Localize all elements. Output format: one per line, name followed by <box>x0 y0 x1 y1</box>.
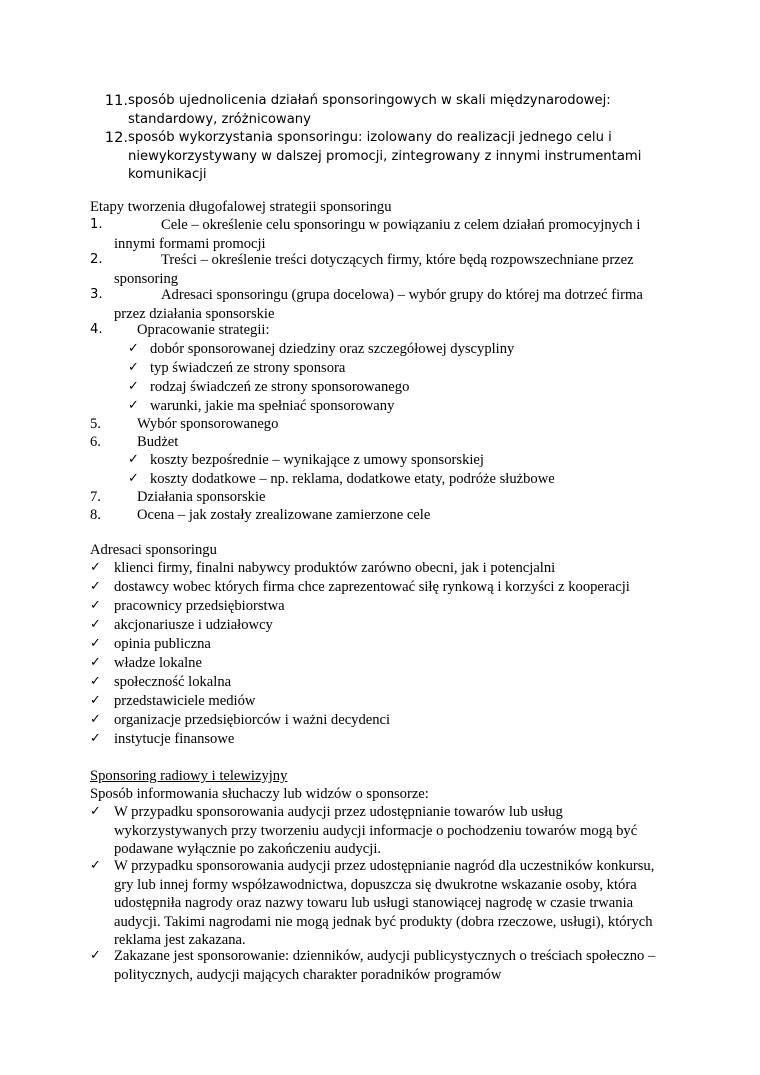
check-icon: ✓ <box>90 948 101 963</box>
check-icon: ✓ <box>90 731 101 746</box>
list-text: organizacje przedsiębiorców i ważni decydenci <box>114 712 391 728</box>
list-text: sposób wykorzystania sponsoringu: izolowany do realizacji jednego celu i niewykorzystywany w dalszej promocji, zintegrowany z innymi instrumentami komunikacji <box>128 130 642 182</box>
list-text: Ocena – jak zostały zrealizowane zamierzone cele <box>137 507 431 523</box>
list-text: dobór sponsorowanej dziedziny oraz szczegółowej dyscypliny <box>150 341 515 357</box>
section-heading: Adresaci sponsoringu <box>90 542 217 558</box>
check-icon: ✓ <box>90 858 101 873</box>
list-text: W przypadku sponsorowania audycji przez udostępnianie towarów lub usług wykorzystywanych przy tworzeniu audycji informacje o pochodzeniu towarów mogą być podawane wyłącznie po zakończeniu audycji. <box>114 804 638 857</box>
check-icon: ✓ <box>128 452 139 467</box>
check-icon: ✓ <box>90 598 101 613</box>
list-number: 3. <box>90 287 103 302</box>
list-text: koszty dodatkowe – np. reklama, dodatkowe etaty, podróże służbowe <box>150 471 555 487</box>
list-text <box>90 286 660 323</box>
list-text: Wybór sponsorowanego <box>137 416 279 432</box>
list-text: dostawcy wobec których firma chce zaprezentować siłę rynkową i korzyści z kooperacji <box>114 579 630 595</box>
check-icon: ✓ <box>90 674 101 689</box>
list-text: społeczność lokalna <box>114 674 232 690</box>
list-text: akcjonariusze i udziałowcy <box>114 617 273 633</box>
list-text: Opracowanie strategii: <box>137 322 270 338</box>
list-text-content: Treści – określenie treści dotyczących firmy, które będą rozpowszechniane przez sponsoring <box>114 252 634 287</box>
list-number: 11. <box>104 92 128 109</box>
list-text: koszty bezpośrednie – wynikające z umowy sponsorskiej <box>150 452 484 468</box>
list-number: 6. <box>90 434 101 450</box>
list-text: sposób ujednolicenia działań sponsoringowych w skali międzynarodowej: standardowy, zróżnicowany <box>128 93 611 127</box>
section-heading: Sponsoring radiowy i telewizyjny <box>90 768 288 784</box>
list-text: Budżet <box>137 434 179 450</box>
list-text: przedstawiciele mediów <box>114 693 256 709</box>
section-heading: Etapy tworzenia długofalowej strategii sponsoringu <box>90 199 392 215</box>
list-text: rodzaj świadczeń ze strony sponsorowanego <box>150 379 410 395</box>
check-icon: ✓ <box>90 617 101 632</box>
list-number: 7. <box>90 489 101 505</box>
list-text: Działania sponsorskie <box>137 489 266 505</box>
check-icon: ✓ <box>90 636 101 651</box>
check-icon: ✓ <box>90 579 101 594</box>
list-number: 4. <box>90 322 103 337</box>
list-text: instytucje finansowe <box>114 731 235 747</box>
check-icon: ✓ <box>128 360 139 375</box>
list-number: 1. <box>90 217 103 232</box>
list-number: 5. <box>90 416 101 432</box>
list-text: klienci firmy, finalni nabywcy produktów zarówno obecni, jak i potencjalni <box>114 560 556 576</box>
section-subheading: Sposób informowania słuchaczy lub widzów o sponsorze: <box>90 786 429 802</box>
list-text: pracownicy przedsiębiorstwa <box>114 598 285 614</box>
check-icon: ✓ <box>90 560 101 575</box>
check-icon: ✓ <box>90 712 101 727</box>
check-icon: ✓ <box>128 341 139 356</box>
list-text <box>90 216 650 253</box>
check-icon: ✓ <box>90 655 101 670</box>
list-number: 2. <box>90 252 103 267</box>
list-text: typ świadczeń ze strony sponsora <box>150 360 346 376</box>
check-icon: ✓ <box>128 379 139 394</box>
list-text-content: Cele – określenie celu sponsoringu w powiązaniu z celem działań promocyjnych i innymi formami promocji <box>114 217 641 252</box>
check-icon: ✓ <box>90 804 101 819</box>
check-icon: ✓ <box>128 471 139 486</box>
list-text: W przypadku sponsorowania audycji przez udostępnianie nagród dla uczestników konkursu, gry lub innej formy współzawodnictwa, dopuszcza się dwukrotne wskazanie osoby, która udostępniła nagrody oraz nazwy towaru lub usługi stanowiącej nagrodę w czasie trwania audycji. Takimi nagrodami nie mogą jednak być produkty (dobra rzeczowe, usługi), których reklama jest zakazana. <box>114 858 655 948</box>
list-text: władze lokalne <box>114 655 202 671</box>
list-text: Zakazane jest sponsorowanie: dzienników, audycji publicystycznych o treściach społeczno – politycznych, audycji mających charakter poradników programów <box>114 948 656 983</box>
check-icon: ✓ <box>90 693 101 708</box>
list-text-content: Adresaci sponsoringu (grupa docelowa) – wybór grupy do której ma dotrzeć firma przez działania sponsorskie <box>114 287 643 322</box>
list-number: 12. <box>104 129 128 146</box>
list-text: opinia publiczna <box>114 636 211 652</box>
list-text: warunki, jakie ma spełniać sponsorowany <box>150 398 395 414</box>
list-number: 8. <box>90 507 101 523</box>
check-icon: ✓ <box>128 398 139 413</box>
list-text <box>90 251 650 288</box>
